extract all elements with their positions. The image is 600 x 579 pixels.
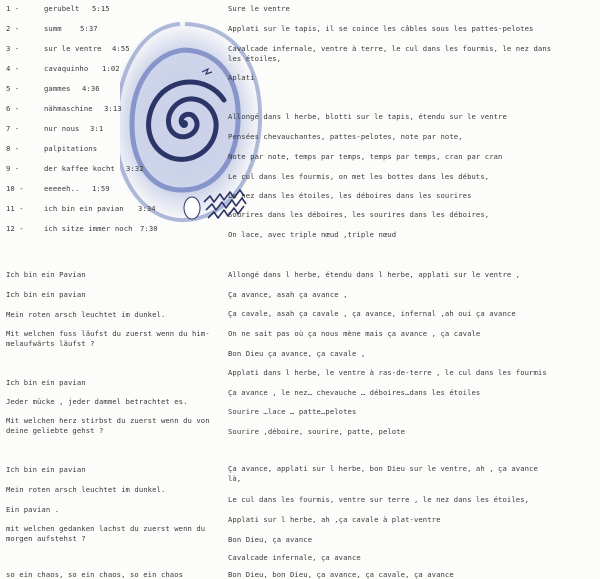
lyric-line: Mit welchen herz stirbst du zuerst wenn du von deine geliebte gehst ? <box>6 416 210 435</box>
spiral-center <box>180 120 188 128</box>
lyric-line: Mein roten arsch leuchtet im dunkel. <box>6 485 166 494</box>
lyric-line: Mit welchen fuss läufst du zuerst wenn du him-melaufwärts läufst ? <box>6 329 210 348</box>
lyric-line: Applati sur le tapis, il se coince les câbles sous les pattes-pelotes <box>228 24 534 33</box>
lyric-line: Ich bin ein pavian <box>6 290 86 299</box>
lyric-line: Pensées chevauchantes, pattes-pelotes, note par note, <box>228 132 463 141</box>
lyric-line: Cavalcade infernale, ça avance <box>228 553 361 562</box>
lyric-line: Bon Dieu ça avance, ça cavale , <box>228 349 366 358</box>
lyric-line: Bon Dieu, bon Dieu, ça avance, ça cavale, ça avance <box>228 570 454 579</box>
lyric-line: Aplati <box>228 73 255 82</box>
lyric-line: Ça avance , le nez… chevauche … déboires…dans les étoiles <box>228 388 481 397</box>
lyric-line: Ein pavian . <box>6 505 60 514</box>
lyric-line: Le cul dans les fourmis, ventre sur terre , le nez dans les étoiles, <box>228 495 530 504</box>
lyric-line: Ça avance, applati sur l herbe, bon Dieu sur le ventre, ah , ça avance là, <box>228 464 538 483</box>
lyric-line: Le cul dans les fourmis, on met les bottes dans les débuts, <box>228 172 490 181</box>
lyric-line: Sure le ventre <box>228 4 290 13</box>
lyric-line: Ich bin ein pavian <box>6 378 86 387</box>
lyric-line: Mein roten arsch leuchtet im dunkel. <box>6 310 166 319</box>
lyric-line: Ça cavale, asah ça cavale , ça avance, infernal ,ah oui ça avance <box>228 309 516 318</box>
lyric-line: Ça avance, asah ça avance , <box>228 290 348 299</box>
lyric-line: Le nez dans les étoiles, les déboires dans les sourires <box>228 191 472 200</box>
lyric-line: Allongé dans l herbe, blotti sur le tapis, étendu sur le ventre <box>228 112 507 121</box>
lyric-line: Sourire ,déboire, sourire, patte, pelote <box>228 427 406 436</box>
egg-shape <box>184 197 200 219</box>
lyric-line: On lace, avec triple nœud ,triple nœud <box>228 230 397 239</box>
lyric-line: so ein chaos, so ein chaos, so ein chaos <box>6 570 184 579</box>
lyric-line: Allongé dans l herbe, étendu dans l herbe, applati sur le ventre , <box>228 270 521 279</box>
lyric-line: Applati sur l herbe, ah ,ça cavale à plat-ventre <box>228 515 441 524</box>
lyric-line: Sourires dans les déboires, les sourires dans les déboires, <box>228 210 490 219</box>
lyric-line: Cavalcade infernale, ventre à terre, le cul dans les fourmis, le nez dans les étoiles, <box>228 44 552 63</box>
lyric-line: Applati dans l herbe, le ventre à ras-de-terre , le cul dans les fourmis <box>228 368 547 377</box>
lyric-line: mit welchen gedanken lachst du zuerst wenn du morgen aufstehst ? <box>6 524 206 543</box>
lyric-line: Bon Dieu, ça avance <box>228 535 313 544</box>
lyric-line: Jeder mücke , jeder dammel betrachtet es. <box>6 397 188 406</box>
lyric-line: Ich bin ein pavian <box>6 465 86 474</box>
lyric-line: On ne sait pas où ça nous mène mais ça avance , ça cavale <box>228 329 481 338</box>
lyric-line: Note par note, temps par temps, temps par temps, cran par cran <box>228 152 503 161</box>
lyric-line: Sourire …lace … patte…pelotes <box>228 407 357 416</box>
lyric-line: Ich bin ein Pavian <box>6 270 86 279</box>
